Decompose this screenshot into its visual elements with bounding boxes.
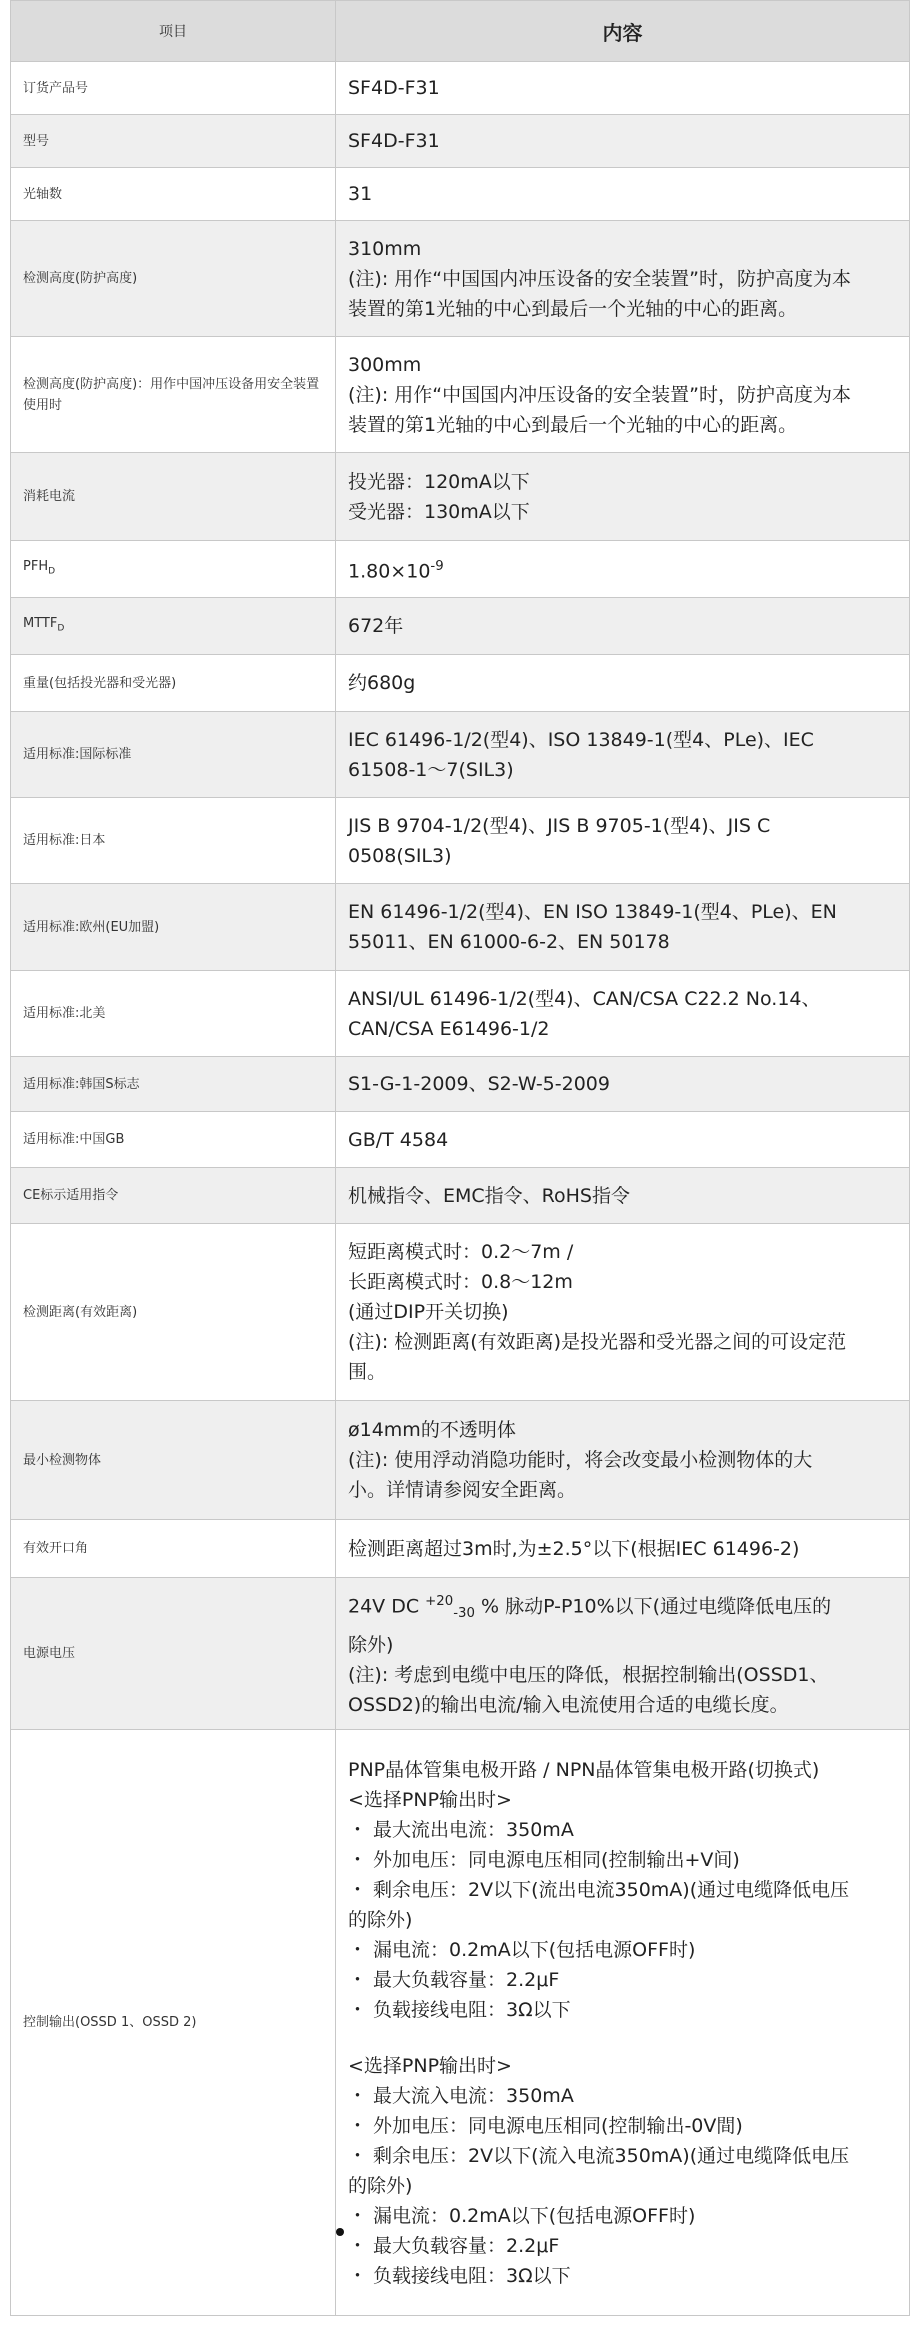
- table-row: [11, 1520, 910, 1578]
- row-value: 310mm (注): 用作“中国国内冲压设备的安全装置”时，防护高度为本 装置的第1光轴的中心到最后一个光轴的中心的距离。: [336, 221, 910, 337]
- table-row: [11, 168, 910, 221]
- row-label: 适用标准:欧州(EU加盟): [11, 884, 336, 971]
- row-label: 检测距离(有效距离): [11, 1224, 336, 1401]
- table-row: [11, 115, 910, 168]
- row-value: GB/T 4584: [336, 1112, 910, 1168]
- table-row: [11, 712, 910, 798]
- row-value: SF4D-F31: [336, 62, 910, 115]
- row-value: EN 61496-1/2(型4)、EN ISO 13849-1(型4、PLe)、EN 55011、EN 61000-6-2、EN 50178: [336, 884, 910, 971]
- table-row: [11, 1401, 910, 1520]
- row-label: 订货产品号: [11, 62, 336, 115]
- row-label: 光轴数: [11, 168, 336, 221]
- table-header: [11, 1, 910, 62]
- table-row: [11, 1224, 910, 1401]
- row-label: $MTTF_D$: [11, 598, 336, 655]
- table-row: [11, 598, 910, 655]
- table-row: [11, 1578, 910, 1730]
- row-value: 检测距离超过3m时,为±2.5°以下(根据IEC 61496-2): [336, 1520, 910, 1578]
- row-value: 约680g: [336, 655, 910, 712]
- row-value: SF4D-F31: [336, 115, 910, 168]
- row-label: CE标示适用指令: [11, 1168, 336, 1224]
- row-label: 型号: [11, 115, 336, 168]
- row-label: 适用标准:中国GB: [11, 1112, 336, 1168]
- row-value: 300mm (注): 用作“中国国内冲压设备的安全装置”时，防护高度为本 装置的第1光轴的中心到最后一个光轴的中心的距离。: [336, 337, 910, 453]
- row-value: 投光器：120mA以下 受光器：130mA以下: [336, 453, 910, 541]
- table-row: [11, 541, 910, 598]
- row-label: 电源电压: [11, 1578, 336, 1730]
- row-value: 短距离模式时：0.2～7m / 长距离模式时：0.8～12m (通过DIP开关切换) (注): 检测距离(有效距离)是投光器和受光器之间的可设定范 围。: [336, 1224, 910, 1401]
- row-value: 机械指令、EMC指令、RoHS指令: [336, 1168, 910, 1224]
- spec-table: [10, 0, 910, 2316]
- row-value: 24V DC $^{+20}_{-30}$ % 脉动P-P10%以下(通过电缆降低电压的 除外) (注): 考虑到电缆中电压的降低，根据控制输出(OSSD1、 OSSD2)的输出电流/输入电流使用合适的电缆长度。: [336, 1578, 910, 1730]
- header-content: 内容: [336, 1, 910, 62]
- row-label: 适用标准:北美: [11, 971, 336, 1057]
- table-row: [11, 971, 910, 1057]
- table-row: [11, 798, 910, 884]
- table-row: [11, 1730, 910, 2316]
- table-row: [11, 1112, 910, 1168]
- row-value: $1.80\times 10^{-9}$: [336, 541, 910, 598]
- table-row: [11, 655, 910, 712]
- table-row: [11, 1057, 910, 1112]
- row-value: ANSI/UL 61496-1/2(型4)、CAN/CSA C22.2 No.14、 CAN/CSA E61496-1/2: [336, 971, 910, 1057]
- row-value: PNP晶体管集电极开路 / NPN晶体管集电极开路(切换式) <选择PNP输出时> ・ 最大流出电流：350mA ・ 外加电压：同电源电压相同(控制输出+V间) ・ 剩余电压：2V以下(流出电流350mA)(通过电缆降低电压 的除外) ・ 漏电流：0.2mA以下(包括电源OFF时) ・ 最大负载容量：2.2μF ・ 负载接线电阻：3Ω以下 <选择PNP输出时> ・ 最大流入电流：350mA ・ 外加电压：同电源电压相同(控制输出-0V間) ・ 剩余电压：2V以下(流入电流350mA)(通过电缆降低电压 的除外) ・ 漏电流：0.2mA以下(包括电源OFF时) ・ 最大负载容量：2.2μF ・ 负载接线电阻：3Ω以下: [336, 1730, 910, 2316]
- row-label: 重量(包括投光器和受光器): [11, 655, 336, 712]
- row-label: 有效开口角: [11, 1520, 336, 1578]
- row-label: 控制输出(OSSD 1、OSSD 2): [11, 1730, 336, 2316]
- row-label: 消耗电流: [11, 453, 336, 541]
- table-row: [11, 62, 910, 115]
- row-value: ø14mm的不透明体 (注): 使用浮动消隐功能时，将会改变最小检测物体的大 小。详情请参阅安全距离。: [336, 1401, 910, 1520]
- row-label: 检测高度(防护高度): [11, 221, 336, 337]
- row-value: JIS B 9704-1/2(型4)、JIS B 9705-1(型4)、JIS C 0508(SIL3): [336, 798, 910, 884]
- row-label: 检测高度(防护高度)：用作中国冲压设备用安全装置使用时: [11, 337, 336, 453]
- row-value: IEC 61496-1/2(型4)、ISO 13849-1(型4、PLe)、IEC 61508-1～7(SIL3): [336, 712, 910, 798]
- header-item: 项目: [11, 1, 336, 62]
- row-label: 适用标准:日本: [11, 798, 336, 884]
- table-row: [11, 453, 910, 541]
- stray-dot: [336, 2228, 344, 2236]
- table-row: [11, 1168, 910, 1224]
- row-value: 672年: [336, 598, 910, 655]
- row-label: 适用标准:国际标准: [11, 712, 336, 798]
- row-label: $PFH_D$: [11, 541, 336, 598]
- table-row: [11, 337, 910, 453]
- table-row: [11, 221, 910, 337]
- row-label: 最小检测物体: [11, 1401, 336, 1520]
- table-row: [11, 884, 910, 971]
- row-value: S1-G-1-2009、S2-W-5-2009: [336, 1057, 910, 1112]
- row-value: 31: [336, 168, 910, 221]
- row-label: 适用标准:韩国S标志: [11, 1057, 336, 1112]
